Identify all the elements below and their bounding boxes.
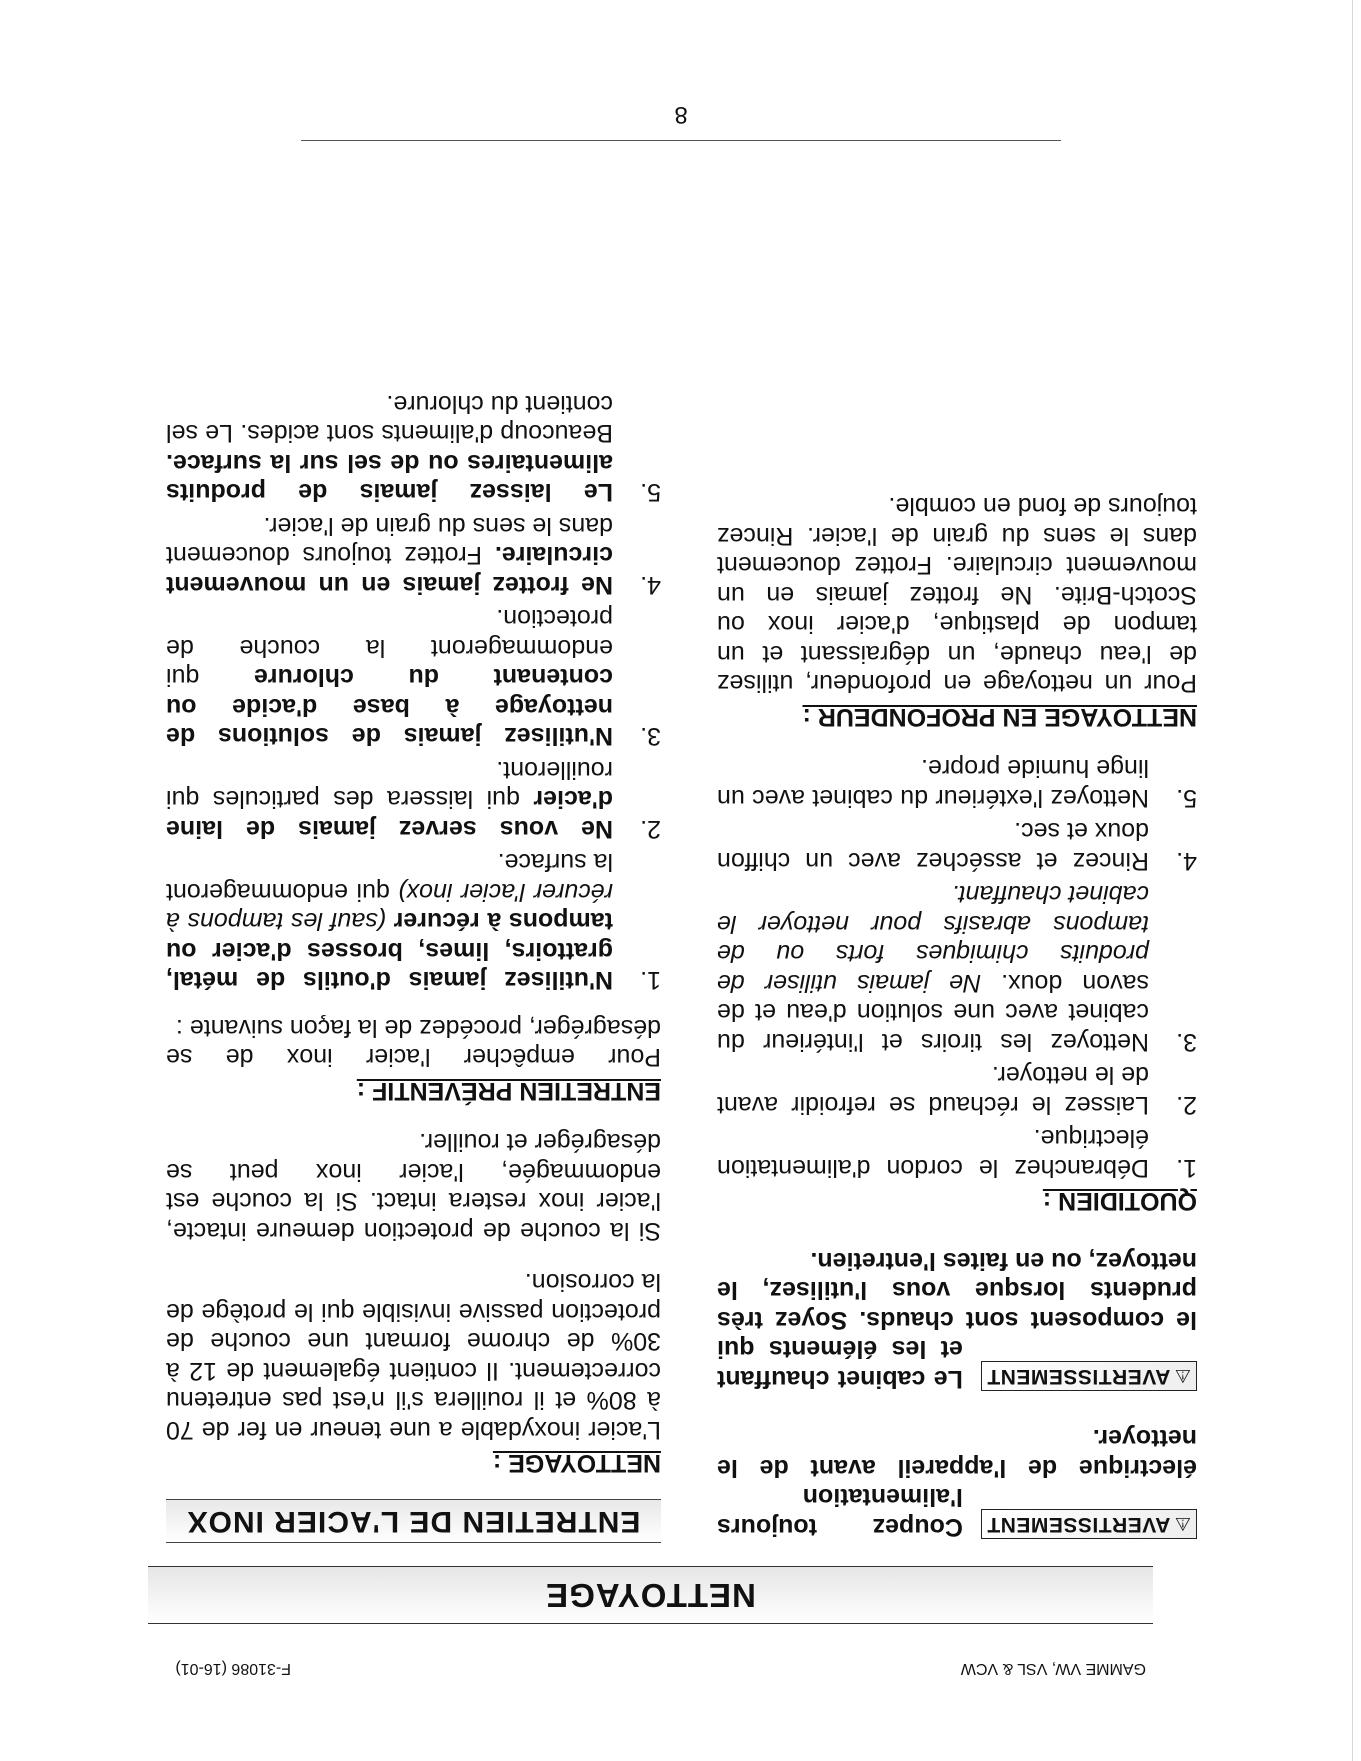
- list-text-plain: Nettoyez les tiroirs et l'intérieur du cabinet avec une solution d'eau et de savon doux.: [717, 969, 1149, 1056]
- quotidien-list: [717, 753, 1197, 1182]
- list-number: 4.: [1176, 847, 1197, 875]
- list-item: [166, 511, 661, 600]
- list-item: [717, 1060, 1197, 1119]
- list-number: 5.: [640, 478, 661, 507]
- header-model-range: GAMME VW, VSL & VCW: [960, 1660, 1146, 1677]
- quotidien-heading: QUOTIDIEN :: [1042, 1187, 1197, 1216]
- preventif-list: [166, 389, 661, 995]
- list-item: [166, 755, 661, 844]
- left-column: [717, 469, 1197, 1541]
- list-number: 3.: [640, 722, 661, 751]
- list-text: [166, 389, 613, 507]
- list-text-bold: Le laissez jamais de produits alimentaires ou de sel sur la surface.: [166, 449, 613, 507]
- section-title: ENTRETIEN DE L'ACIER INOX: [186, 1505, 641, 1538]
- preventif-intro: Pour empêcher l'acier inox de se désagréger, procédez de la façon suivante :: [166, 1014, 661, 1072]
- title-band: [148, 1566, 1153, 1624]
- list-text-italic: Ne jamais utiliser de produits chimiques forts ou de tampons abrasifs pour nettoyer le cabinet chauffant.: [717, 880, 1149, 997]
- list-item: [166, 389, 661, 507]
- list-text: Rincez et asséchez avec un chiffon doux et sec.: [717, 817, 1149, 875]
- list-text-plain: qui endommageront la surface.: [166, 848, 613, 906]
- right-column: [166, 385, 661, 1542]
- list-text-plain: Frottez toujours doucement dans le sens du grain de l'acier.: [166, 512, 613, 570]
- inox-paragraph-2: Si la couche de protection demeure intacte, l'acier inox restera intact. Si la couche est endommagée, l'acier inox peut se désagréger et rouiller.: [166, 1128, 661, 1245]
- list-item: [717, 753, 1197, 812]
- list-text: [717, 879, 1149, 1056]
- header-form-number: F-31086 (16-01): [175, 1660, 291, 1677]
- preventif-heading: ENTRETIEN PRÉVENTIF :: [356, 1077, 661, 1105]
- list-text: Nettoyez l'extérieur du cabinet avec un linge humide propre.: [717, 754, 1149, 812]
- list-text-plain: qui endommageront la couche de protection.: [166, 604, 613, 692]
- list-text-bold: N'utilisez jamais d'outils de métal, grattoirs, limes, brosses d'acier ou tampons à récurer: [166, 907, 613, 995]
- list-text-plain: qui laissera des particules qui rouilleront.: [166, 756, 613, 814]
- list-item: [717, 879, 1197, 1056]
- list-number: 5.: [1176, 784, 1197, 812]
- page-title: NETTOYAGE: [545, 1577, 756, 1614]
- list-number: 1.: [640, 966, 661, 995]
- list-text: [166, 511, 613, 600]
- warning-badge: [981, 1361, 1197, 1391]
- warning-label: AVERTISSEMENT: [986, 1365, 1171, 1388]
- warning-triangle-icon: ⚠: [1174, 1366, 1191, 1386]
- list-number: 4.: [640, 571, 661, 599]
- list-text-bold: N'utilisez jamais de solutions de nettoyage à base d'acide ou contenant du chlorure: [166, 663, 613, 751]
- list-text: [166, 755, 613, 844]
- profondeur-text: Pour un nettoyage en profondeur, utilisez de l'eau chaude, un dégraissant et un tampon de plastique, d'acier inox ou Scotch-Brite. Ne frottez jamais en un mouvement circulaire. Frottez doucement dans le sens du grain de l'acier. Rincez toujours de fond en comble.: [717, 492, 1197, 698]
- page-number: 8: [674, 101, 688, 128]
- list-text-plain: Beaucoup d'aliments sont acides. Le sel contient du chlorure.: [166, 390, 613, 448]
- list-item: [717, 1123, 1197, 1182]
- warning-badge: [981, 1509, 1197, 1539]
- list-item: [717, 816, 1197, 875]
- list-text: [166, 603, 613, 751]
- list-number: 1.: [1176, 1154, 1197, 1182]
- list-text-bold: Ne frottez jamais en un mouvement circulaire.: [166, 541, 613, 599]
- list-text: [166, 847, 613, 995]
- warning-block-power: [717, 1423, 1197, 1541]
- list-item: [166, 847, 661, 995]
- list-number: 2.: [1176, 1091, 1197, 1119]
- scan-edge: [1352, 0, 1361, 1761]
- list-text-bold: Ne vous servez jamais de laine d'acier: [166, 785, 613, 843]
- list-text: Débranchez le cordon d'alimentation électrique.: [717, 1124, 1149, 1182]
- warning-block-hot: [717, 1246, 1197, 1394]
- profondeur-heading: NETTOYAGE EN PROFONDEUR :: [802, 703, 1197, 731]
- inox-paragraph-1: L'acier inoxydable a une teneur en fer de 70 à 80% et il rouillera s'il n'est pas entretenu correctement. Il contient également de 12 à 30% de chrome formant une couche de protection passive invisible qui le protège de la corrosion.: [166, 1268, 661, 1444]
- list-text-italic: (sauf les tampons à récurer l'acier inox): [166, 878, 613, 936]
- warning-triangle-icon: ⚠: [1174, 1514, 1191, 1534]
- list-number: 3.: [1176, 1028, 1197, 1056]
- nettoyage-heading: NETTOYAGE :: [492, 1449, 661, 1478]
- footer-rule: [301, 140, 1061, 141]
- list-text: Laissez le réchaud se refroidir avant de le nettoyer.: [717, 1061, 1149, 1119]
- list-item: [166, 603, 661, 751]
- warning-label: AVERTISSEMENT: [986, 1513, 1171, 1536]
- list-number: 2.: [640, 815, 661, 843]
- section-title-band: [166, 1500, 661, 1544]
- warning-text: Coupez toujours l'alimentation électrique de l'appareil avant de le nettoyer.: [717, 1424, 1197, 1541]
- warning-text: Le cabinet chauffant et les éléments qui le composent sont chauds. Soyez très prudents lorsque vous l'utilisez, le nettoyez, ou en faites l'entretien.: [717, 1247, 1197, 1393]
